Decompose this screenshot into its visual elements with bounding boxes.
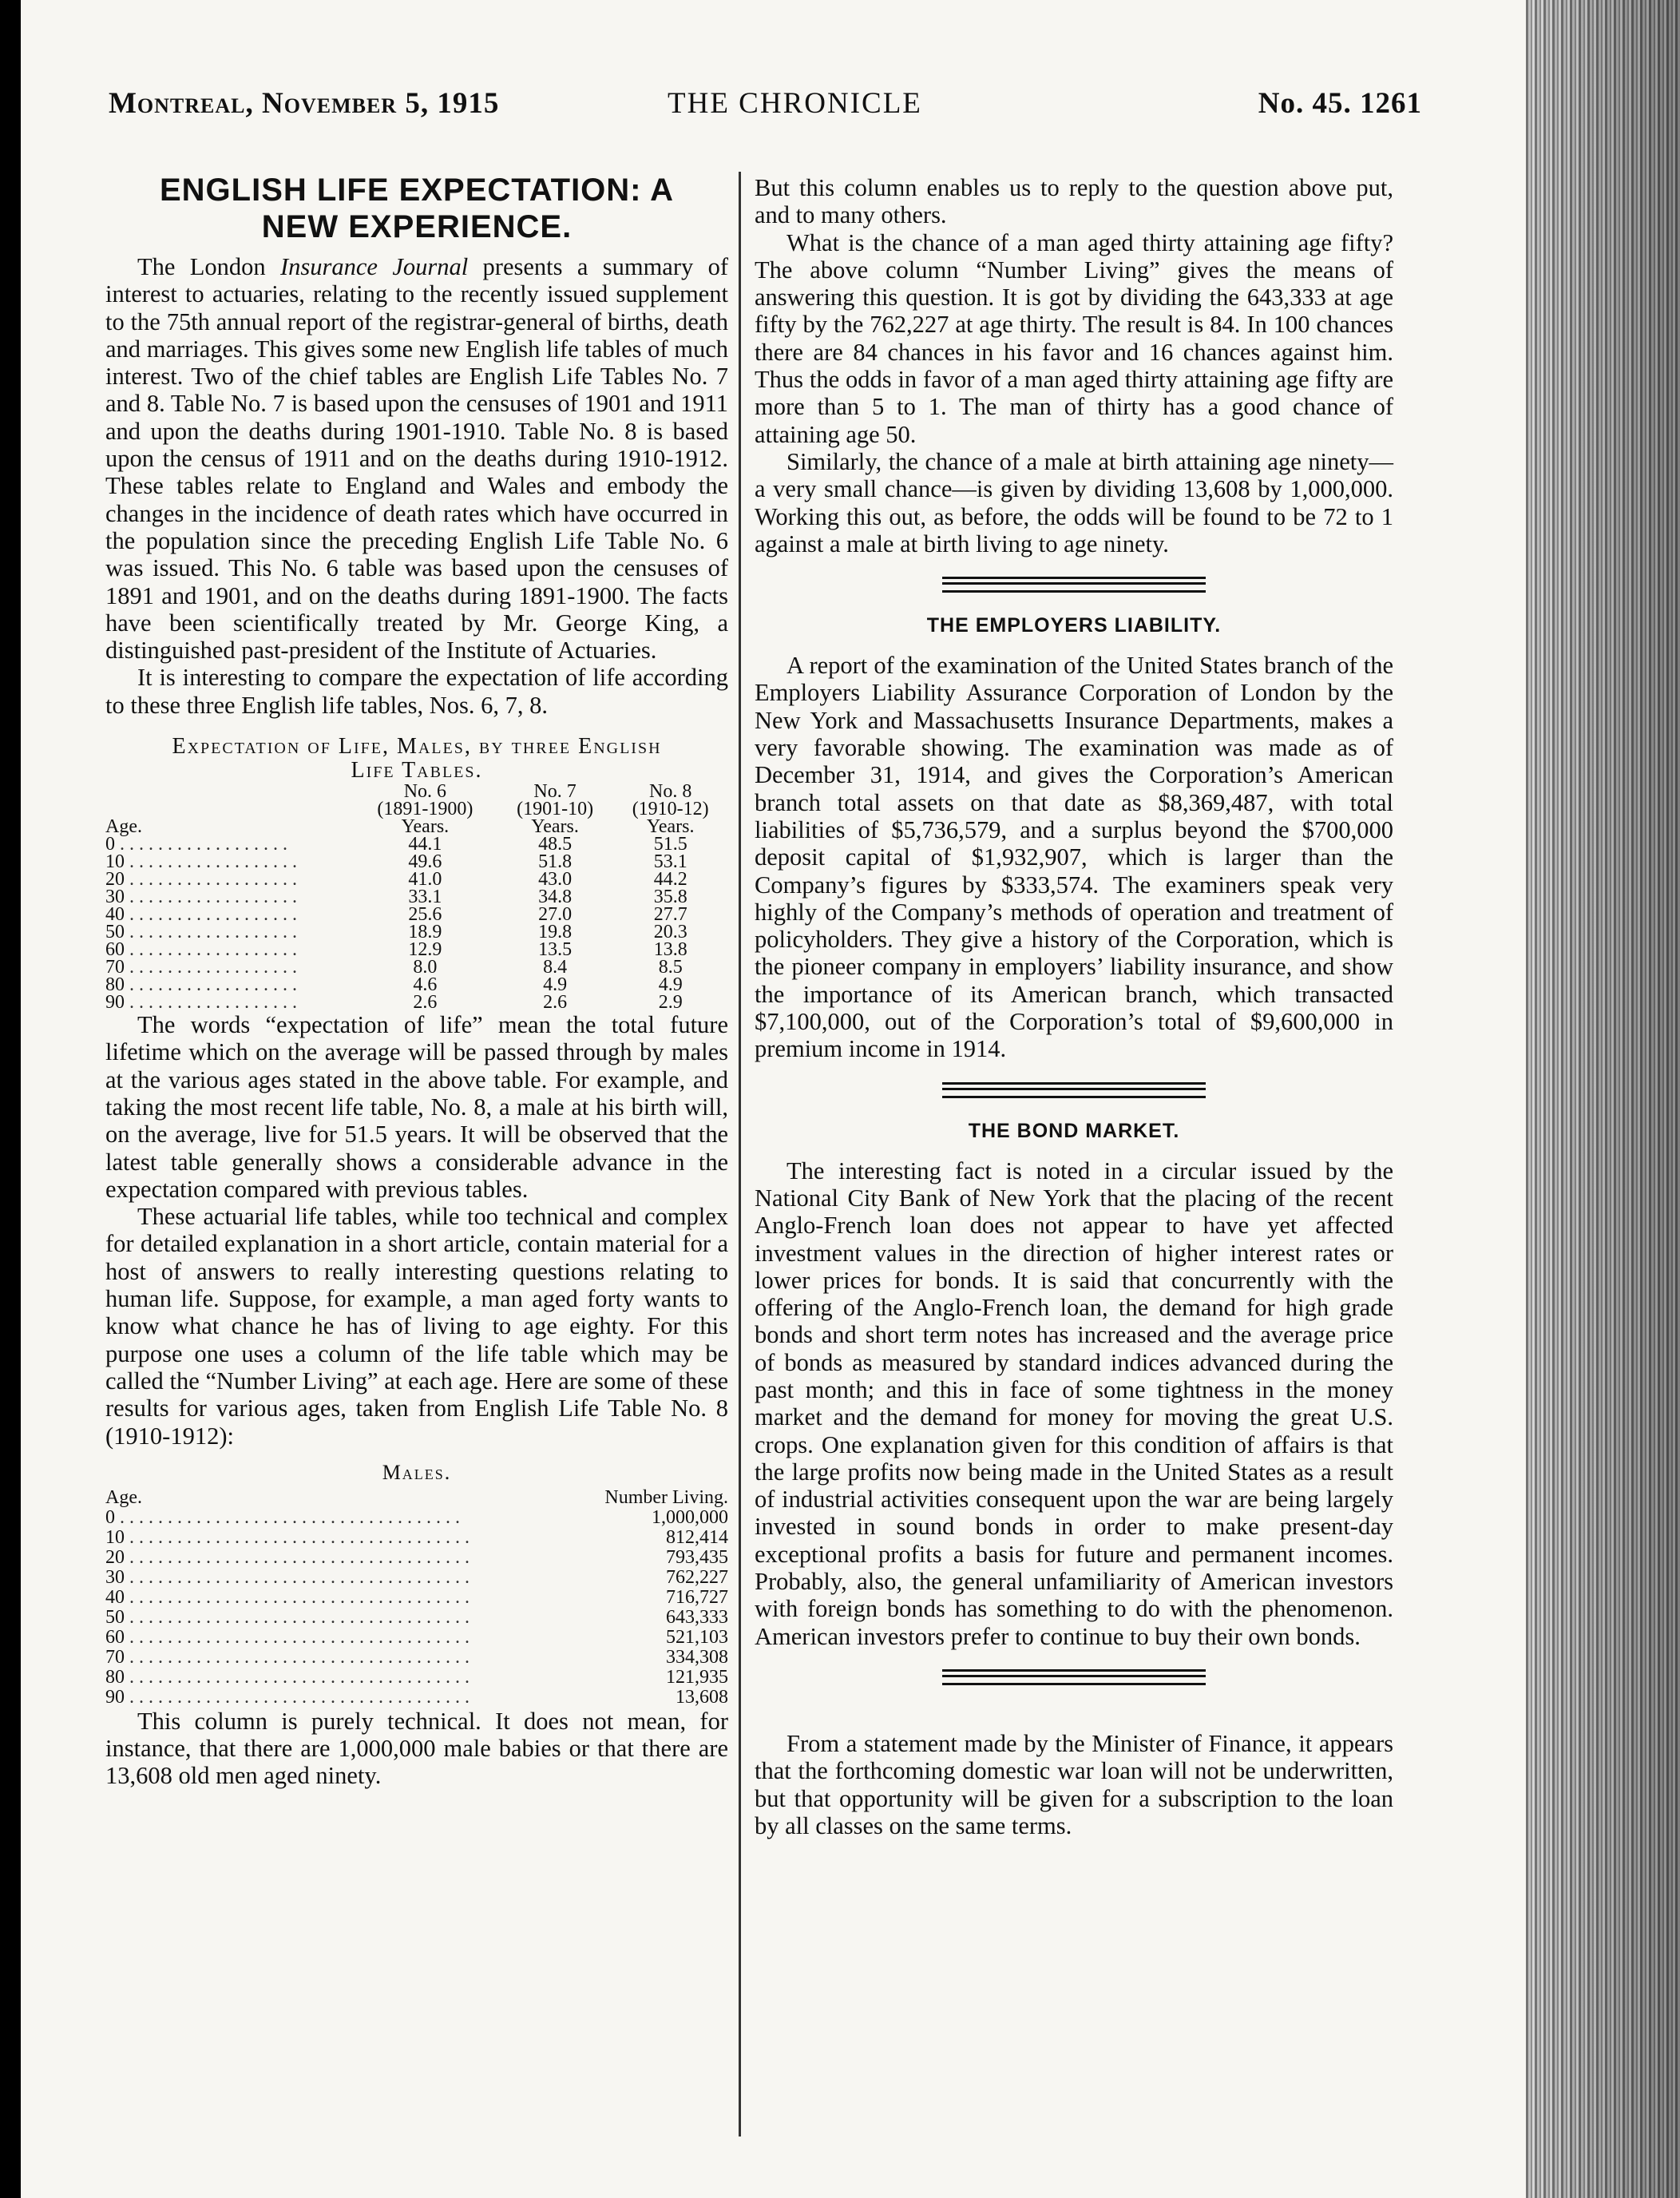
table-row: 80 . . . . . . . . . . . . . . . . . . 4.6 4.9 4.9 bbox=[105, 974, 683, 996]
table-row: 0 . . . . . . . . . . . . . . . . . . 44.1 48.5 51.5 bbox=[105, 834, 687, 855]
life-expectation-table: No. 6 No. 7 No. 8 (1891-1900) (1901-10) (1910-12) Age. Years. Years. Years. 0 . . . . . . . . . . . . . . . . . . 44.1 48.5 51.5 10 . . . . . . . . . . . . . . . . . . 49.6 51.8 53.1 20 . . . . . . . . . . . . . . . . . . 41.0 43.0 44.2 30 . . . . . . . . . . . . . . . . . . 33.1 34.8 35.8 40 . . . . . . . . . . . . . . . . . . 25.6 27.0 27.7 50 . . . . . . . . . . . . . . . . . . 18.9 19.8 20.3 60 . . . . . . . . . . . . . . . . . . 12.9 13.5 13.8 70 . . . . . . . . . . . . . . . . . . 8.0 8.4 8.5 80 . . . . . . . . . . . . . . . . . . 4.6 4.9 4.9 90 . . . . . . . . . . . . . . . . . . 2.6 2.6 2.9 bbox=[105, 783, 728, 1011]
article-paragraph: From a statement made by the Minister of Finance, it appears that the forthcoming domestic war loan will not be underwritten, but that opportunity will be given for a subscription to the loan by all classes on the same terms. bbox=[755, 1729, 1393, 1839]
article-paragraph: But this column enables us to reply to the question above put, and to many others. bbox=[755, 174, 1393, 229]
article-paragraph: A report of the examination of the United States branch of the Employers Liability Assurance Corporation of London by the New York and Massachusetts Insurance Departments, makes a very favorable showing. The examination was made as of December 31, 1914, and gives the Corporation’s American branch total assets on that date as $8,369,487, with total liabilities of $5,736,579, and a surplus beyond the $700,000 deposit capital of $1,932,907, which is larger than the Company’s figures by $333,574. The examiners speak very highly of the Company’s methods of operation and treatment of policyholders. They give a history of the Corporation, which is the pioneer company in employers’ liability insurance, and show the importance of its American branch, which transacted $7,100,000, out of the Corporation’s total of $9,600,000 in premium income in 1914. bbox=[755, 652, 1393, 1063]
article-paragraph: Similarly, the chance of a male at birth attaining age ninety—a very small chance—is given by dividing 13,608 by 1,000,000. Working this out, as before, the odds will be found to be 72 to 1 against a male at birth living to age ninety. bbox=[755, 447, 1393, 557]
article-paragraph: What is the chance of a man aged thirty attaining age fifty? The above column “Number Living” gives the means of answering this question. It is got by dividing the 643,333 at age fifty by the 762,227 at age thirty. The result is 84. In 100 chances there are 84 chances in his favor and 16 chances against him. Thus the odds in favor of a man aged thirty attaining age fifty are more than 5 to 1. The man of thirty has a good chance of attaining age 50. bbox=[755, 228, 1393, 448]
section-title: THE EMPLOYERS LIABILITY. bbox=[926, 614, 1222, 637]
article-paragraph: This column is purely technical. It does not mean, for instance, that there are 1,000,000 male babies or that there are 13,608 old men aged ninety. bbox=[105, 1707, 728, 1790]
table-row: 40 . . . . . . . . . . . . . . . . . . 25.6 27.0 27.7 bbox=[105, 904, 687, 926]
right-column bbox=[755, 174, 1393, 1839]
section-divider bbox=[942, 1082, 1206, 1098]
section-title: THE BOND MARKET. bbox=[968, 1119, 1180, 1142]
table-row: 90 . . . . . . . . . . . . . . . . . . 2.6 2.6 2.9 bbox=[105, 992, 683, 1014]
table-row: 70 . . . . . . . . . . . . . . . . . . . . . . . . . . . . . . . . . . . . 334,308 bbox=[105, 1646, 728, 1668]
article-paragraph: The words “expectation of life” mean the total future lifetime which on the average will be passed through by males at the various ages stated in the above table. For example, and taking the most recent life table, No. 8, a male at his birth will, on the average, live for 51.5 years. It will be observed that the latest table generally shows a considerable advance in the expectation compared with previous tables. bbox=[105, 1011, 728, 1203]
table-row: 60 . . . . . . . . . . . . . . . . . . 12.9 13.5 13.8 bbox=[105, 939, 687, 961]
article-paragraph: It is interesting to compare the expectation of life according to these three English life tables, Nos. 6, 7, 8. bbox=[105, 664, 728, 719]
table-row: 20 . . . . . . . . . . . . . . . . . . 41.0 43.0 44.2 bbox=[105, 869, 687, 891]
number-living-table: Age. Number Living. 0 . . . . . . . . . . . . . . . . . . . . . . . . . . . . . . . . . . . . 1,000,000 10 . . . . . . . . . . . . . . . . . . . . . . . . . . . . . . . . . . . . 812,414 20 . . . . . . . . . . . . . . . . . . . . . . . . . . . . . . . . . . . . 793,435 30 . . . . . . . . . . . . . . . . . . . . . . . . . . . . . . . . . . . . 762,227 40 . . . . . . . . . . . . . . . . . . . . . . . . . . . . . . . . . . . . 716,727 50 . . . . . . . . . . . . . . . . . . . . . . . . . . . . . . . . . . . . 643,333 60 . . . . . . . . . . . . . . . . . . . . . . . . . . . . . . . . . . . . 521,103 70 . . . . . . . . . . . . . . . . . . . . . . . . . . . . . . . . . . . . 334,308 80 . . . . . . . . . . . . . . . . . . . . . . . . . . . . . . . . . . . . 121,935 90 . . . . . . . . . . . . . . . . . . . . . . . . . . . . . . . . . . . . 13,608 bbox=[105, 1486, 728, 1708]
table-row: 70 . . . . . . . . . . . . . . . . . . 8.0 8.4 8.5 bbox=[105, 957, 683, 978]
article-headline: ENGLISH LIFE EXPECTATION: A NEW EXPERIENCE. bbox=[159, 173, 675, 244]
table-row: 0 . . . . . . . . . . . . . . . . . . . . . . . . . . . . . . . . . . . . 1,000,000 bbox=[105, 1506, 728, 1528]
table-row: 30 . . . . . . . . . . . . . . . . . . 33.1 34.8 35.8 bbox=[105, 887, 687, 908]
table-row: 90 . . . . . . . . . . . . . . . . . . . . . . . . . . . . . . . . . . . . 13,608 bbox=[105, 1686, 728, 1708]
table-row: 20 . . . . . . . . . . . . . . . . . . . . . . . . . . . . . . . . . . . . 793,435 bbox=[105, 1546, 728, 1568]
article-paragraph: The London Insurance Journal presents a summary of interest to actuaries, relating to the recently issued supplement to the 75th annual report of the registrar-general of births, death and marriages. This gives some new English life tables of much interest. Two of the chief tables are English Life Tables No. 7 and 8. Table No. 7 is based upon the censuses of 1901 and 1911 and upon the deaths during 1901-1910. Table No. 8 is based upon the census of 1911 and on the deaths during 1910-1912. These tables relate to England and Wales and embody the changes in the incidence of death rates which have occurred in the population since the preceding English Life Table No. 6 was issued. This No. 6 table was based upon the censuses of 1891 and 1901, and on the deaths during 1891-1900. The facts have been scientifically treated by Mr. George King, a distinguished past-president of the Institute of Actuaries. bbox=[105, 253, 728, 665]
section-divider bbox=[942, 1669, 1206, 1685]
table-caption: Expectation of Life, Males, by three English Life Tables. bbox=[172, 734, 662, 784]
header-issue-page: No. 45. 1261 bbox=[1258, 87, 1422, 120]
table-row: 40 . . . . . . . . . . . . . . . . . . . . . . . . . . . . . . . . . . . . 716,727 bbox=[105, 1586, 728, 1608]
table-row: 50 . . . . . . . . . . . . . . . . . . . . . . . . . . . . . . . . . . . . 643,333 bbox=[105, 1606, 728, 1628]
article-paragraph: These actuarial life tables, while too technical and complex for detailed explanation in a short article, contain material for a host of answers to really interesting questions relating to human life. Suppose, for example, a man aged forty wants to know what chance he has of living to age eighty. For this purpose one uses a column of the life table which may be called the “Number Living” at each age. Here are some of these results for various ages, taken from English Life Table No. 8 (1910-1912): bbox=[105, 1203, 728, 1450]
table-caption: Males. bbox=[382, 1460, 452, 1484]
left-column bbox=[105, 172, 728, 1790]
column-rule bbox=[739, 172, 741, 2137]
table-row: 80 . . . . . . . . . . . . . . . . . . . . . . . . . . . . . . . . . . . . 121,935 bbox=[105, 1666, 728, 1688]
section-divider bbox=[942, 577, 1206, 593]
article-paragraph: The interesting fact is noted in a circular issued by the National City Bank of New York that the placing of the recent Anglo-French loan does not appear to have yet affected investment values in the direction of higher interest rates or lower prices for bonds. It is said that concurrently with the offering of the Anglo-French loan, the demand for high grade bonds and short term notes has increased and the average price of bonds as measured by standard indices advanced during the past month; and this in face of some tightness in the money market and the demand for money for moving the great U.S. crops. One explanation given for this condition of affairs is that the large profits now being made in the United States as a result of industrial activities consequent upon the war are being largely invested in sound bonds in order to make present-day exceptional profits a basis for future and permanent incomes. Probably, also, the general unfamiliarity of American investors with foreign bonds has something to do with the phenomenon. American investors prefer to continue to buy their own bonds. bbox=[755, 1157, 1393, 1650]
table-row: 10 . . . . . . . . . . . . . . . . . . 49.6 51.8 53.1 bbox=[105, 851, 687, 873]
table-row: 10 . . . . . . . . . . . . . . . . . . . . . . . . . . . . . . . . . . . . 812,414 bbox=[105, 1526, 728, 1548]
table-row: 60 . . . . . . . . . . . . . . . . . . . . . . . . . . . . . . . . . . . . 521,103 bbox=[105, 1626, 728, 1648]
header-publication: THE CHRONICLE bbox=[668, 87, 922, 120]
table-row: 50 . . . . . . . . . . . . . . . . . . 18.9 19.8 20.3 bbox=[105, 922, 687, 943]
table-row: 30 . . . . . . . . . . . . . . . . . . . . . . . . . . . . . . . . . . . . 762,227 bbox=[105, 1566, 728, 1588]
header-date: Montreal, November 5, 1915 bbox=[109, 87, 500, 120]
running-head bbox=[109, 86, 1422, 126]
